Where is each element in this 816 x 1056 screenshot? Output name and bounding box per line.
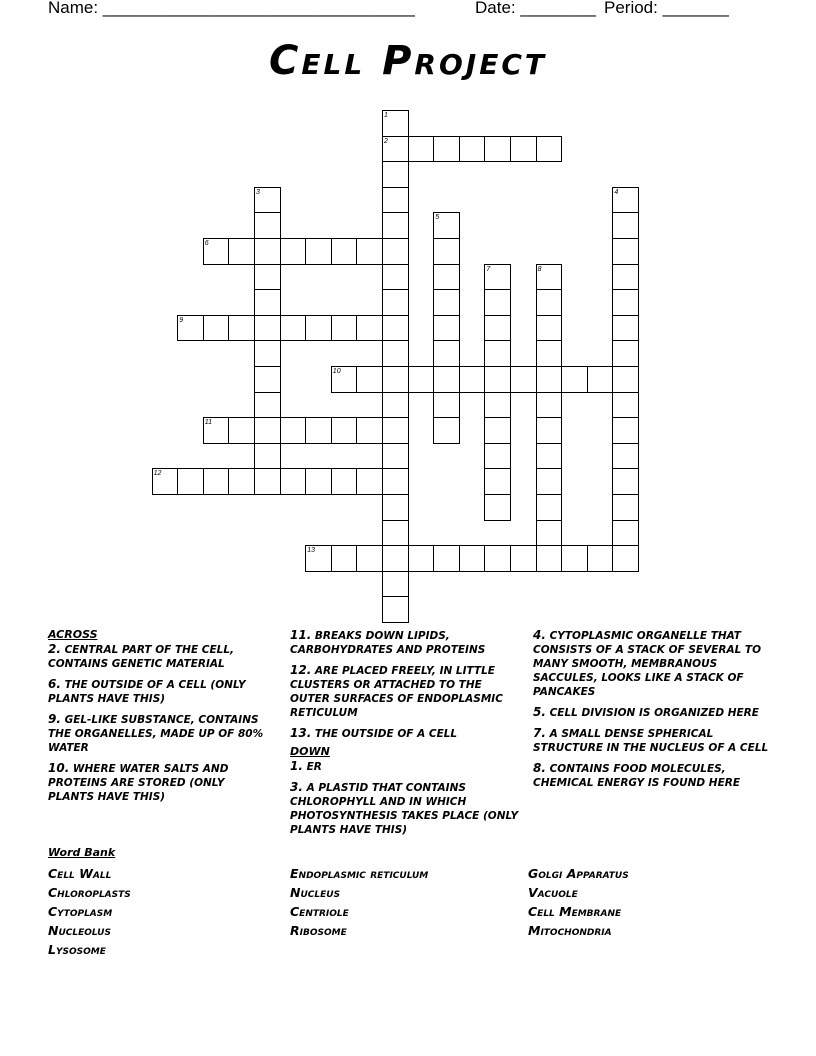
crossword-cell[interactable] [305,315,332,342]
word-bank-word: Nucleus [290,885,341,900]
crossword-cell[interactable] [612,417,639,444]
clue-number: 1. [290,759,303,773]
crossword-cell[interactable] [254,289,281,316]
crossword-cell[interactable] [228,238,255,265]
crossword-cell[interactable] [561,545,588,572]
across-clue-list [48,642,273,804]
date-field[interactable]: Date: ________ [475,0,596,17]
clue-number: 10. [48,761,70,775]
crossword-cell[interactable] [408,366,435,393]
crossword-cell[interactable] [382,520,409,547]
clue-text: WHERE WATER SALTS AND PROTEINS ARE STORED (ONLY PLANTS HAVE THIS) [48,763,229,803]
clue-column-1 [48,628,273,810]
crossword-cell[interactable] [331,545,358,572]
crossword-cell[interactable] [536,520,563,547]
clue-number: 6. [48,677,61,691]
crossword-cell[interactable] [433,340,460,367]
crossword-cell[interactable] [510,136,537,163]
crossword-cell[interactable] [536,366,563,393]
crossword-clue-number: 13 [307,547,315,555]
name-field[interactable]: Name: _________________________________ [48,0,415,17]
crossword-cell[interactable] [382,417,409,444]
crossword-cell[interactable] [254,315,281,342]
word-bank-word: Cell Wall [48,866,112,881]
clue-number: 12. [290,663,312,677]
crossword-cell[interactable] [612,443,639,470]
clue-text: GEL-LIKE SUBSTANCE, CONTAINS THE ORGANELLES, MADE UP OF 80% WATER [48,714,264,754]
crossword-cell[interactable] [382,212,409,239]
crossword-cell[interactable] [305,238,332,265]
clue-number: 11. [290,628,312,642]
crossword-clue-number: 8 [537,265,542,273]
crossword-cell[interactable] [536,340,563,367]
crossword-cell[interactable] [433,417,460,444]
crossword-cell[interactable] [612,520,639,547]
crossword-cell[interactable] [536,289,563,316]
crossword-cell[interactable] [356,417,383,444]
crossword-cell[interactable] [612,366,639,393]
crossword-cell[interactable] [331,315,358,342]
crossword-cell[interactable] [382,443,409,470]
crossword-cell[interactable] [510,366,537,393]
crossword-cell[interactable] [254,366,281,393]
clue-column-2 [290,628,525,843]
down-clue-list [290,759,525,837]
crossword-cell[interactable] [536,545,563,572]
crossword-clue-number: 10 [332,368,341,375]
clue-item [290,663,525,720]
crossword-cell[interactable] [280,468,307,495]
clue-text: CELL DIVISION IS ORGANIZED HERE [545,707,759,719]
crossword-cell[interactable] [408,136,435,163]
crossword-cell[interactable] [382,161,409,188]
clue-item [533,705,773,720]
crossword-clue-number: 4 [614,188,619,196]
clue-column-3 [533,628,773,796]
clue-item [290,780,525,837]
clue-item [290,726,525,741]
clue-text: BREAKS DOWN LIPIDS, CARBOHYDRATES AND PROTEINS [290,630,486,656]
word-bank-word: Vacuole [528,885,578,900]
word-bank-word: Cell Membrane [528,904,622,919]
crossword-cell[interactable] [254,417,281,444]
crossword-cell[interactable] [382,596,409,623]
crossword-cell[interactable] [433,264,460,291]
crossword-cell[interactable] [536,443,563,470]
clue-number: 2. [48,642,61,656]
crossword-cell[interactable] [382,392,409,419]
word-bank-word: Ribosome [290,923,347,938]
crossword-cell[interactable] [612,238,639,265]
crossword-cell[interactable] [254,212,281,239]
crossword-clue-number: 3 [256,188,260,196]
word-bank-word: Mitochondria [528,923,612,938]
crossword-cell[interactable] [331,238,358,265]
crossword-cell[interactable] [382,545,409,572]
crossword-clue-number: 9 [179,316,184,324]
crossword-cell[interactable] [228,468,255,495]
crossword-cell[interactable] [433,545,460,572]
down-heading: DOWN [290,745,330,758]
clue-number: 8. [533,761,546,775]
clue-number: 4. [533,628,546,642]
crossword-cell[interactable] [280,315,307,342]
clue-item [290,759,525,774]
crossword-cell[interactable] [484,494,511,521]
word-bank-column-1 [48,864,131,959]
crossword-cell[interactable] [382,494,409,521]
crossword-cell[interactable] [484,366,511,393]
crossword-cell[interactable] [382,315,409,342]
word-bank-word: Endoplasmic reticulum [290,866,429,881]
across-clue-list-continued [290,628,525,741]
word-bank-heading: Word Bank [48,846,116,859]
crossword-cell[interactable] [382,571,409,598]
clue-item [48,761,273,804]
clue-text: THE OUTSIDE OF A CELL (ONLY PLANTS HAVE THIS) [48,679,246,705]
crossword-cell[interactable] [510,545,537,572]
crossword-cell[interactable] [254,238,281,265]
clue-text: THE OUTSIDE OF A CELL [311,728,458,740]
clue-item [533,726,773,755]
word-bank-word: Centriole [290,904,349,919]
crossword-cell[interactable] [382,366,409,393]
crossword-cell[interactable] [587,545,614,572]
crossword-cell[interactable] [382,468,409,495]
clue-item [533,761,773,790]
down-clue-list-continued [533,628,773,790]
clue-item [48,642,273,671]
clue-text: ER [302,761,322,773]
clue-item [533,628,773,699]
crossword-cell[interactable] [280,238,307,265]
word-bank-word: Golgi Apparatus [528,866,629,881]
clue-item [48,712,273,755]
crossword-cell[interactable] [382,340,409,367]
crossword-cell[interactable] [254,340,281,367]
crossword-cell[interactable] [459,136,486,163]
crossword-cell[interactable] [433,289,460,316]
crossword-cell[interactable] [203,315,230,342]
clue-item [290,628,525,657]
crossword-clue-number: 2 [384,137,388,145]
across-heading: ACROSS [48,628,98,641]
crossword-cell[interactable] [484,315,511,342]
crossword-clue-number: 1 [384,112,388,119]
crossword-cell[interactable] [612,545,639,572]
clue-text: A SMALL DENSE SPHERICAL STRUCTURE IN THE NUCLEUS OF A CELL [533,728,769,754]
crossword-cell[interactable] [382,238,409,265]
crossword-cell[interactable] [433,366,460,393]
crossword-cell[interactable] [536,136,563,163]
crossword-cell[interactable] [228,417,255,444]
crossword-clue-number: 12 [153,470,162,478]
crossword-cell[interactable] [612,289,639,316]
crossword-cell[interactable] [484,136,511,163]
crossword-cell[interactable] [484,443,511,470]
word-bank-word: Lysosome [48,942,106,957]
crossword-cell[interactable] [356,545,383,572]
clue-text: CONTAINS FOOD MOLECULES, CHEMICAL ENERGY IS FOUND HERE [533,763,740,789]
crossword-cell[interactable] [459,545,486,572]
word-bank-word: Nucleolus [48,923,111,938]
word-bank-column-2 [290,864,428,940]
clue-number: 5. [533,705,546,719]
crossword-cell[interactable] [356,366,383,393]
crossword-cell[interactable] [612,468,639,495]
clue-number: 9. [48,712,61,726]
crossword-cell[interactable] [382,187,409,214]
crossword-cell[interactable] [536,315,563,342]
word-bank-word: Chloroplasts [48,885,131,900]
crossword-cell[interactable] [254,468,281,495]
crossword-clue-number: 7 [486,265,491,273]
crossword-cell[interactable] [459,366,486,393]
crossword-cell[interactable] [228,315,255,342]
crossword-cell[interactable] [203,468,230,495]
clue-number: 7. [533,726,546,740]
crossword-cell[interactable] [484,545,511,572]
crossword-cell[interactable] [433,238,460,265]
crossword-cell[interactable] [433,136,460,163]
crossword-cell[interactable] [612,264,639,291]
crossword-cell[interactable] [382,264,409,291]
crossword-cell[interactable] [305,417,332,444]
crossword-cell[interactable] [612,212,639,239]
crossword-cell[interactable] [484,289,511,316]
crossword-cell[interactable] [612,315,639,342]
crossword-clue-number: 11 [204,419,213,427]
crossword-cell[interactable] [612,392,639,419]
crossword-cell[interactable] [536,392,563,419]
crossword-cell[interactable] [356,238,383,265]
crossword-cell[interactable] [536,494,563,521]
crossword-cell[interactable] [331,417,358,444]
clue-text: A PLASTID THAT CONTAINS CHLOROPHYLL AND IN WHICH PHOTOSYNTHESIS TAKES PLACE (ONLY PLANTS HAVE THIS) [290,782,519,836]
clue-text: ARE PLACED FREELY, IN LITTLE CLUSTERS OR ATTACHED TO THE OUTER SURFACES OF ENDOPLASMIC RETICULUM [290,665,503,719]
clue-number: 13. [290,726,312,740]
crossword-cell[interactable] [612,340,639,367]
clue-number: 3. [290,780,303,794]
crossword-cell[interactable] [254,264,281,291]
crossword-cell[interactable] [484,392,511,419]
page-title: Cell Project [269,38,547,84]
crossword-cell[interactable] [612,494,639,521]
crossword-cell[interactable] [356,468,383,495]
crossword-cell[interactable] [536,468,563,495]
clue-text: CYTOPLASMIC ORGANELLE THAT CONSISTS OF A STACK OF SEVERAL TO MANY SMOOTH, MEMBRANOUS SACCULES, LOOKS LIKE A STACK OF PANCAKES [533,630,762,698]
crossword-clue-number: 6 [204,240,209,247]
period-field[interactable]: Period: _______ [604,0,729,17]
crossword-cell[interactable] [177,468,204,495]
clue-text: CENTRAL PART OF THE CELL, CONTAINS GENETIC MATERIAL [48,644,235,670]
crossword-cell[interactable] [536,417,563,444]
crossword-cell[interactable] [561,366,588,393]
crossword-clue-number: 5 [435,214,440,222]
crossword-cell[interactable] [254,443,281,470]
crossword-cell[interactable] [331,468,358,495]
crossword-cell[interactable] [254,392,281,419]
word-bank-column-3 [528,864,629,940]
crossword-cell[interactable] [484,468,511,495]
clue-item [48,677,273,706]
crossword-cell[interactable] [433,392,460,419]
crossword-cell[interactable] [305,468,332,495]
crossword-cell[interactable] [433,315,460,342]
crossword-cell[interactable] [484,340,511,367]
crossword-cell[interactable] [382,289,409,316]
crossword-cell[interactable] [408,545,435,572]
crossword-cell[interactable] [280,417,307,444]
crossword-cell[interactable] [356,315,383,342]
crossword-cell[interactable] [484,417,511,444]
word-bank-word: Cytoplasm [48,904,113,919]
crossword-cell[interactable] [587,366,614,393]
